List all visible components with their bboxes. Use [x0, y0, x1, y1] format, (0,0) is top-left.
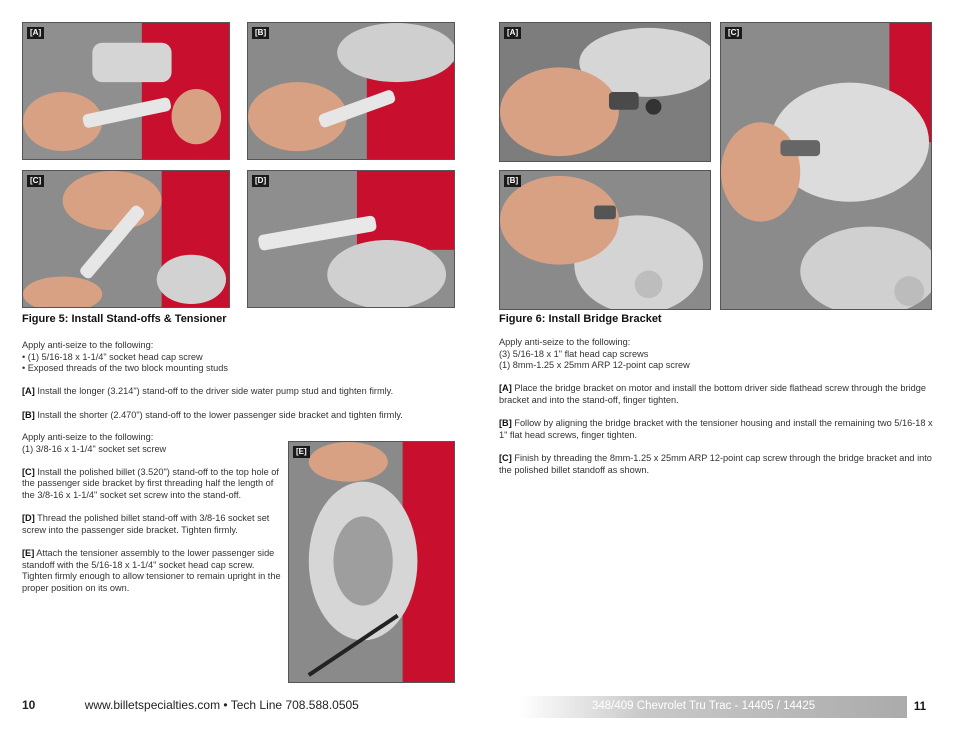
step-tag: [C]: [499, 452, 512, 463]
photo-fig5-e-image: [289, 442, 454, 682]
photo-fig5-a: [22, 22, 230, 160]
footer-right-bar: [519, 696, 933, 718]
step-tag: [B]: [22, 409, 35, 420]
figure6-instructions: [499, 337, 933, 488]
footer-title: 348/409 Chevrolet Tru Trac - 14405 / 14425: [592, 700, 816, 712]
figure5-instructions-top: [22, 340, 462, 433]
photo-label: [C]: [725, 27, 742, 39]
photo-fig6-b-image: [500, 171, 710, 309]
step-c: [22, 467, 286, 502]
step-d: [22, 513, 286, 536]
step-text: Attach the tensioner assembly to the lower passenger side standoff with the 5/16-18 x 1-1/4" socket head cap screw. Tighten firmly enough to allow tensioner to remain upright in the proper position on its own.: [22, 547, 281, 593]
step-text: Thread the polished billet stand-off with 3/8-16 socket set screw into the passenger side bracket. Tighten firmly.: [22, 513, 270, 535]
photo-label: [D]: [252, 175, 269, 187]
figure6-title: Figure 6: Install Bridge Bracket: [499, 313, 662, 325]
antiseize-item: (1) 3/8-16 x 1-1/4" socket set screw: [22, 443, 167, 454]
step-text: Finish by threading the 8mm-1.25 x 25mm ARP 12-point cap screw through the bridge bracket and into the polished billet standoff as shown.: [499, 452, 932, 475]
step-tag: [E]: [22, 547, 35, 558]
antiseize-item: • (1) 5/16-18 x 1-1/4" socket head cap screw: [22, 351, 203, 362]
photo-fig5-a-image: [23, 23, 229, 159]
page-number: 10: [22, 698, 36, 712]
step-a: [499, 383, 933, 406]
step-text: Install the polished billet (3.520") stand-off to the top hole of the passenger side bracket by first threading half the length of the 3/8-16 x 1-1/4" socket set screw into the stand-off.: [22, 466, 279, 500]
photo-fig5-b-image: [248, 23, 454, 159]
photo-fig5-e: [288, 441, 455, 683]
step-text: Place the bridge bracket on motor and install the bottom driver side flathead screw through the bridge bracket and into the stand-off, finger tighten.: [499, 383, 926, 405]
antiseize-item: (1) 8mm-1.25 x 25mm ARP 12-point cap screw: [499, 360, 690, 371]
photo-fig5-d: [247, 170, 455, 308]
photo-fig6-b: [499, 170, 711, 310]
photo-label: [B]: [504, 175, 521, 187]
photo-label: [C]: [27, 175, 44, 187]
step-tag: [A]: [22, 386, 35, 397]
photo-fig5-c: [22, 170, 230, 308]
figure5-title: Figure 5: Install Stand-offs & Tensioner: [22, 313, 227, 325]
photo-fig5-c-image: [23, 171, 229, 307]
step-tag: [B]: [499, 418, 512, 429]
photo-fig6-a-image: [500, 23, 710, 161]
step-tag: [A]: [499, 383, 512, 394]
photo-fig6-c-image: [721, 23, 931, 309]
antiseize-intro: Apply anti-seize to the following:: [22, 432, 154, 442]
footer-contact: www.billetspecialties.com • Tech Line 708.588.0505: [84, 698, 359, 712]
step-tag: [C]: [22, 466, 35, 477]
step-c: [499, 453, 933, 476]
step-tag: [D]: [22, 513, 35, 524]
footer-left: [22, 698, 422, 718]
page-number: 11: [907, 696, 933, 718]
photo-fig5-d-image: [248, 171, 454, 307]
photo-fig6-a: [499, 22, 711, 162]
photo-label: [B]: [252, 27, 269, 39]
photo-label: [A]: [27, 27, 44, 39]
step-text: Follow by aligning the bridge bracket with the tensioner housing and install the remaining two 5/16-18 x 1" flat head screws, finger tighten.: [499, 418, 933, 440]
step-text: Install the shorter (2.470") stand-off to the lower passenger side bracket and tighten firmly.: [37, 409, 403, 420]
photo-label: [E]: [293, 446, 310, 458]
antiseize-intro: Apply anti-seize to the following:: [22, 340, 154, 350]
step-b: [499, 418, 933, 441]
step-e: [22, 548, 286, 594]
photo-fig6-c: [720, 22, 932, 310]
photo-label: [A]: [504, 27, 521, 39]
antiseize-intro: Apply anti-seize to the following:: [499, 337, 631, 347]
step-text: Install the longer (3.214") stand-off to the driver side water pump stud and tighten firmly.: [37, 386, 394, 397]
antiseize-item: • Exposed threads of the two block mounting studs: [22, 363, 228, 374]
step-b: [22, 410, 462, 422]
photo-fig5-b: [247, 22, 455, 160]
step-a: [22, 386, 462, 398]
figure5-instructions-bottom: [22, 432, 286, 606]
antiseize-item: (3) 5/16-18 x 1" flat head cap screws: [499, 348, 649, 359]
